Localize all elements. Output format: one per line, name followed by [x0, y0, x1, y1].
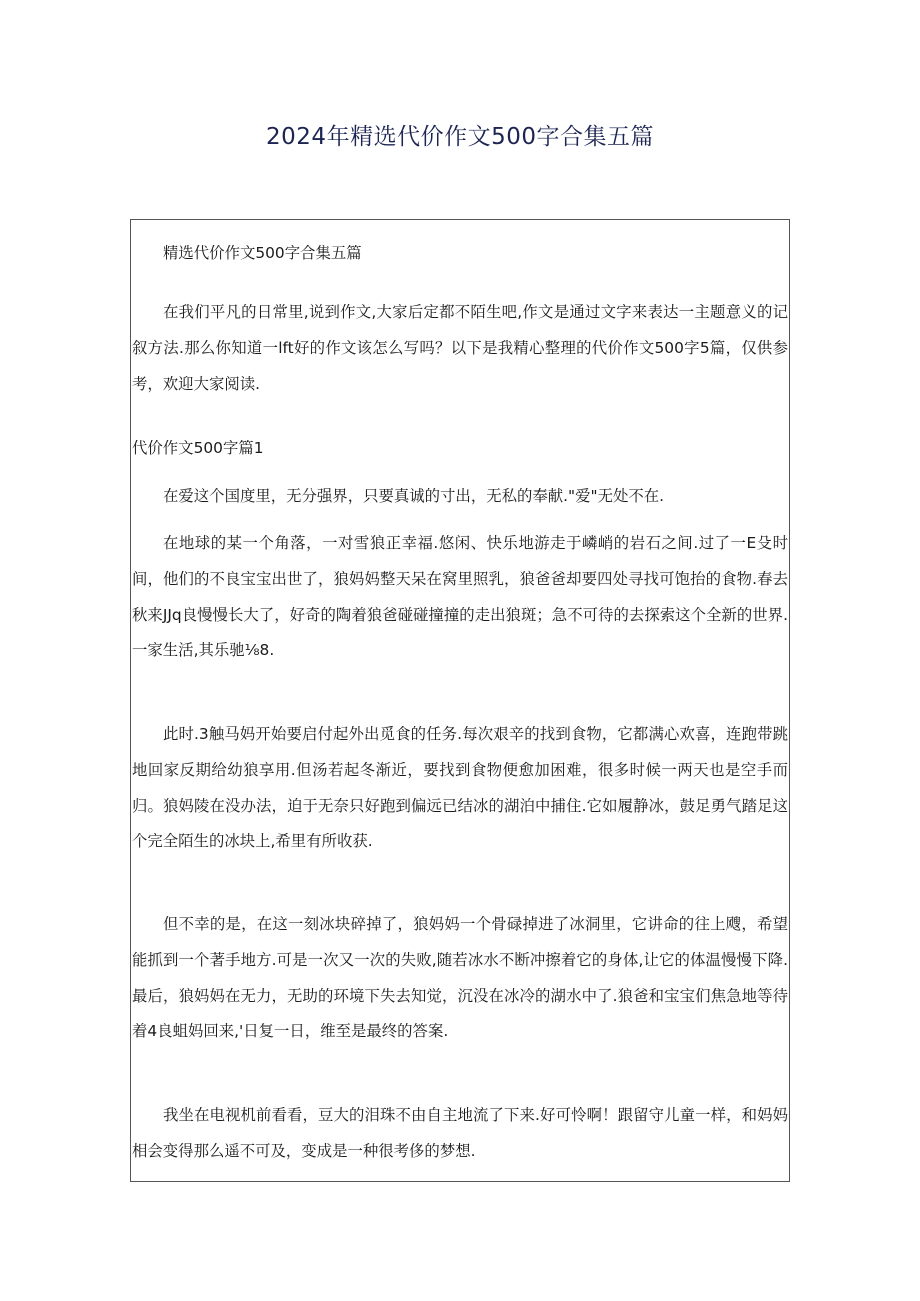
body-paragraph-1: 在爱这个国度里，无分强界，只要真诚的寸出，无私的奉献."爱"无处不在.: [163, 487, 665, 505]
body-paragraph-5: 我坐在电视机前看看，豆大的泪珠不由自主地流了下来.好可怜啊！跟留守儿童一样，和妈妈相会变得那么遥不可及，变成是一种很考侈的梦想.: [132, 1106, 788, 1160]
body-paragraph-3: 此时.3触马妈开始要启付起外出觅食的任务.每次艰辛的找到食物，它都满心欢喜，连跑带跳地回家反期给幼狼享用.但汤若起冬渐近，要找到食物便愈加困难，很多时候一两天也是空手而归。狼妈陵在没办法，迫于无奈只好跑到偏远已结冰的湖泊中捕住.它如履静冰，鼓足勇气踏足这个完全陌生的冰块上,希里有所收获.: [132, 725, 788, 851]
intro-paragraph: 在我们平凡的日常里,说到作文,大家后定都不陌生吧,作文是通过文字来表达一主题意义的记叙方法.那么你知道一lft好的作文该怎么写吗？以下是我精心整理的代价作文500字5篇，仅供参考，欢迎大家阅读.: [132, 303, 788, 393]
content-box: [130, 219, 790, 1182]
document-subtitle: 精选代价作文500字合集五篇: [163, 244, 362, 262]
body-paragraph-2: 在地球的某一个角落，一对雪狼正幸福.悠闲、快乐地游走于嶙峭的岩石之间.过了一E殳时间，他们的不良宝宝出世了，狼妈妈整天呆在窝里照乳，狼爸爸却要四处寻找可饱抬的食物.春去秋来JJq良慢慢长大了，好奇的陶着狼爸碰碰撞撞的走出狼斑；急不可待的去探索这个全新的世界.一家生活,其乐驰⅛8.: [132, 534, 788, 660]
body-paragraph-4: 但不幸的是，在这一刻冰块碎掉了，狼妈妈一个骨碌掉进了冰洞里，它讲命的往上飕，希望能抓到一个著手地方.可是一次又一次的失败,随若冰水不断冲擦着它的身体,让它的体温慢慢下降.最后，狼妈妈在无力，无助的环境下失去知觉，沉没在冰冷的湖水中了.狼爸和宝宝们焦急地等待着4良蛆妈回来,'日复一日，维至是最终的答案.: [132, 915, 788, 1041]
section-heading: 代价作文500字篇1: [132, 439, 264, 457]
document-title: 2024年精选代价作文500字合集五篇: [266, 124, 654, 150]
